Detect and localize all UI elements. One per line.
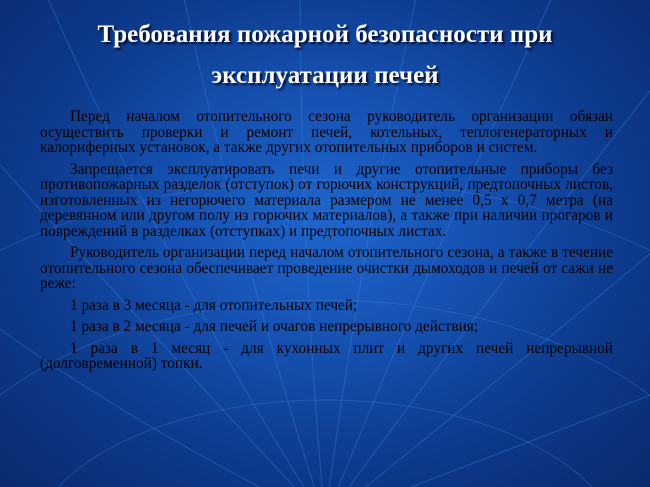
list-item-continuous-stoves: 1 раза в 2 месяца - для печей и очагов непрерывного действия; (70, 318, 479, 335)
slide-body (40, 109, 613, 378)
list-item-heating-stoves: 1 раза в 3 месяца - для отопительных печей; (70, 296, 358, 314)
paragraph-prohibition: Запрещается эксплуатировать печи и другие отопительные приборы без противопожарных разделок (отступок) от горючих конструкций, предтопочных листов, изготовленных из негорючего материала размером не менее 0,5 х 0,7 метра (на деревянном или другом полу из горючих материалов), а также при наличии прогаров и повреждений в разделках (отступках) и предтопочных листах. (40, 160, 613, 240)
title-line-1: Требования пожарной безопасности при (97, 21, 553, 48)
paragraph-heating-season-check: Перед началом отопительного сезона руководитель организации обязан осуществить проверки и ремонт печей, котельных, теплогенераторных и калориферных установок, а также других отопительных приборов и систем. (40, 108, 613, 156)
slide-title (20, 14, 630, 96)
paragraph-chimney-cleaning: Руководитель организации перед началом отопительного сезона, а также в течение отопительного сезона обеспечивает проведение очистки дымоходов и печей от сажи не реже: (40, 244, 613, 292)
title-line-2: эксплуатации печей (211, 62, 439, 89)
list-item-kitchen-stoves: 1 раза в 1 месяц - для кухонных плит и других печей непрерывной (долговременной) топки. (40, 339, 613, 372)
